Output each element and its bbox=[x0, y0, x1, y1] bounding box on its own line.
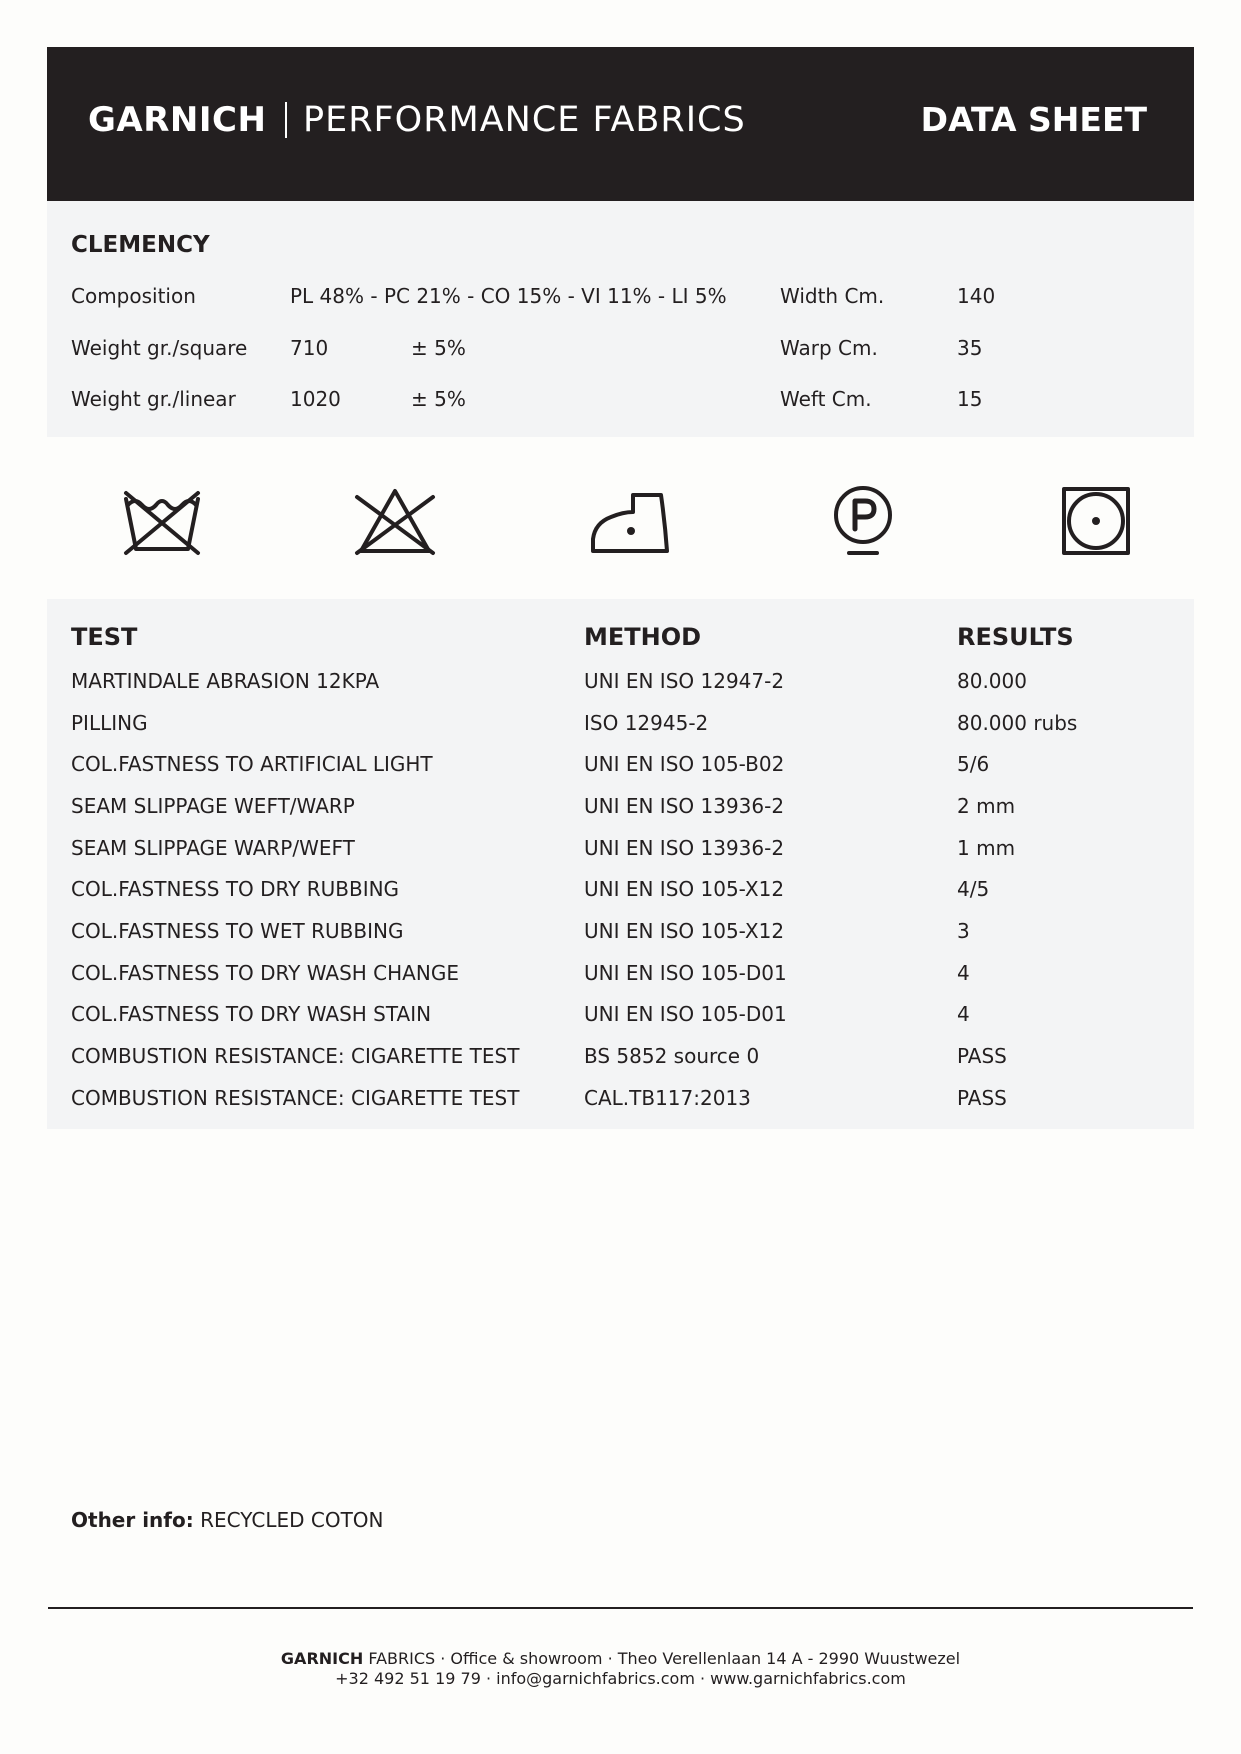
footer-divider bbox=[48, 1607, 1193, 1609]
column-header-test: TEST bbox=[71, 623, 138, 651]
test-method: BS 5852 source 0 bbox=[584, 1044, 760, 1068]
test-method: UNI EN ISO 12947-2 bbox=[584, 669, 785, 693]
other-info bbox=[71, 1508, 384, 1532]
other-info-value: RECYCLED COTON bbox=[200, 1508, 384, 1532]
test-method: UNI EN ISO 13936-2 bbox=[584, 836, 785, 860]
width-value: 140 bbox=[957, 284, 996, 308]
test-name: PILLING bbox=[71, 711, 148, 735]
test-method: UNI EN ISO 105-D01 bbox=[584, 961, 787, 985]
column-header-method: METHOD bbox=[584, 623, 702, 651]
test-method: UNI EN ISO 105-D01 bbox=[584, 1002, 787, 1026]
test-method: UNI EN ISO 13936-2 bbox=[584, 794, 785, 818]
tumble-dry-low-icon bbox=[1054, 485, 1138, 559]
brand-tagline: PERFORMANCE FABRICS bbox=[303, 100, 746, 140]
table-row bbox=[47, 752, 1194, 788]
test-result: 1 mm bbox=[957, 836, 1016, 860]
test-name: SEAM SLIPPAGE WARP/WEFT bbox=[71, 836, 355, 860]
table-row bbox=[47, 1002, 1194, 1038]
spec-row-weight-linear bbox=[47, 387, 1194, 417]
test-result: PASS bbox=[957, 1086, 1007, 1110]
footer-address-line bbox=[0, 1649, 1241, 1669]
weft-label: Weft Cm. bbox=[780, 387, 872, 411]
test-method: UNI EN ISO 105-X12 bbox=[584, 919, 785, 943]
test-name: COL.FASTNESS TO DRY WASH STAIN bbox=[71, 1002, 432, 1026]
weight-square-value: 710 bbox=[290, 336, 329, 360]
weft-value: 15 bbox=[957, 387, 983, 411]
test-method: UNI EN ISO 105-B02 bbox=[584, 752, 785, 776]
table-row bbox=[47, 669, 1194, 705]
test-name: SEAM SLIPPAGE WEFT/WARP bbox=[71, 794, 355, 818]
test-result: 4 bbox=[957, 1002, 970, 1026]
weight-square-tolerance: ± 5% bbox=[411, 336, 466, 360]
test-result: 2 mm bbox=[957, 794, 1016, 818]
table-row bbox=[47, 1086, 1194, 1122]
brand-divider bbox=[285, 102, 287, 138]
test-name: COL.FASTNESS TO WET RUBBING bbox=[71, 919, 404, 943]
test-method: UNI EN ISO 105-X12 bbox=[584, 877, 785, 901]
care-symbols bbox=[47, 437, 1194, 599]
spec-row-weight-square bbox=[47, 336, 1194, 366]
test-method: CAL.TB117:2013 bbox=[584, 1086, 751, 1110]
footer-address: FABRICS · Office & showroom · Theo Verellenlaan 14 A - 2990 Wuustwezel bbox=[368, 1649, 961, 1668]
weight-linear-value: 1020 bbox=[290, 387, 341, 411]
table-row bbox=[47, 836, 1194, 872]
page-title: DATA SHEET bbox=[920, 100, 1147, 139]
test-results-table bbox=[47, 599, 1194, 1129]
iron-low-heat-icon bbox=[587, 485, 671, 559]
test-result: 3 bbox=[957, 919, 970, 943]
test-result: PASS bbox=[957, 1044, 1007, 1068]
weight-linear-label: Weight gr./linear bbox=[71, 387, 236, 411]
test-name: MARTINDALE ABRASION 12KPA bbox=[71, 669, 380, 693]
do-not-bleach-icon bbox=[353, 485, 437, 559]
dry-clean-p-icon bbox=[821, 485, 905, 559]
table-row bbox=[47, 1044, 1194, 1080]
brand-name: GARNICH bbox=[88, 100, 267, 140]
weight-linear-tolerance: ± 5% bbox=[411, 387, 466, 411]
header-bar bbox=[47, 47, 1194, 201]
warp-label: Warp Cm. bbox=[780, 336, 878, 360]
test-name: COL.FASTNESS TO DRY WASH CHANGE bbox=[71, 961, 459, 985]
table-row bbox=[47, 794, 1194, 830]
composition-value: PL 48% - PC 21% - CO 15% - VI 11% - LI 5% bbox=[290, 284, 727, 308]
test-result: 80.000 bbox=[957, 669, 1027, 693]
table-row bbox=[47, 961, 1194, 997]
composition-label: Composition bbox=[71, 284, 196, 308]
test-name: COMBUSTION RESISTANCE: CIGARETTE TEST bbox=[71, 1044, 520, 1068]
test-result: 4 bbox=[957, 961, 970, 985]
test-method: ISO 12945-2 bbox=[584, 711, 709, 735]
test-name: COL.FASTNESS TO ARTIFICIAL LIGHT bbox=[71, 752, 433, 776]
test-result: 5/6 bbox=[957, 752, 990, 776]
test-name: COMBUSTION RESISTANCE: CIGARETTE TEST bbox=[71, 1086, 520, 1110]
weight-square-label: Weight gr./square bbox=[71, 336, 248, 360]
test-result: 80.000 rubs bbox=[957, 711, 1078, 735]
spec-row-composition bbox=[47, 284, 1194, 314]
footer bbox=[0, 1649, 1241, 1689]
table-row bbox=[47, 877, 1194, 913]
product-spec-panel bbox=[47, 201, 1194, 437]
product-name: CLEMENCY bbox=[71, 232, 210, 258]
test-result: 4/5 bbox=[957, 877, 990, 901]
table-row bbox=[47, 919, 1194, 955]
do-not-wash-icon bbox=[120, 485, 204, 559]
column-header-results: RESULTS bbox=[957, 623, 1074, 651]
other-info-label: Other info: bbox=[71, 1508, 194, 1532]
footer-contact: +32 492 51 19 79 · info@garnichfabrics.com · www.garnichfabrics.com bbox=[335, 1669, 906, 1688]
footer-brand: GARNICH bbox=[280, 1649, 364, 1668]
width-label: Width Cm. bbox=[780, 284, 885, 308]
warp-value: 35 bbox=[957, 336, 983, 360]
test-name: COL.FASTNESS TO DRY RUBBING bbox=[71, 877, 400, 901]
table-row bbox=[47, 711, 1194, 747]
